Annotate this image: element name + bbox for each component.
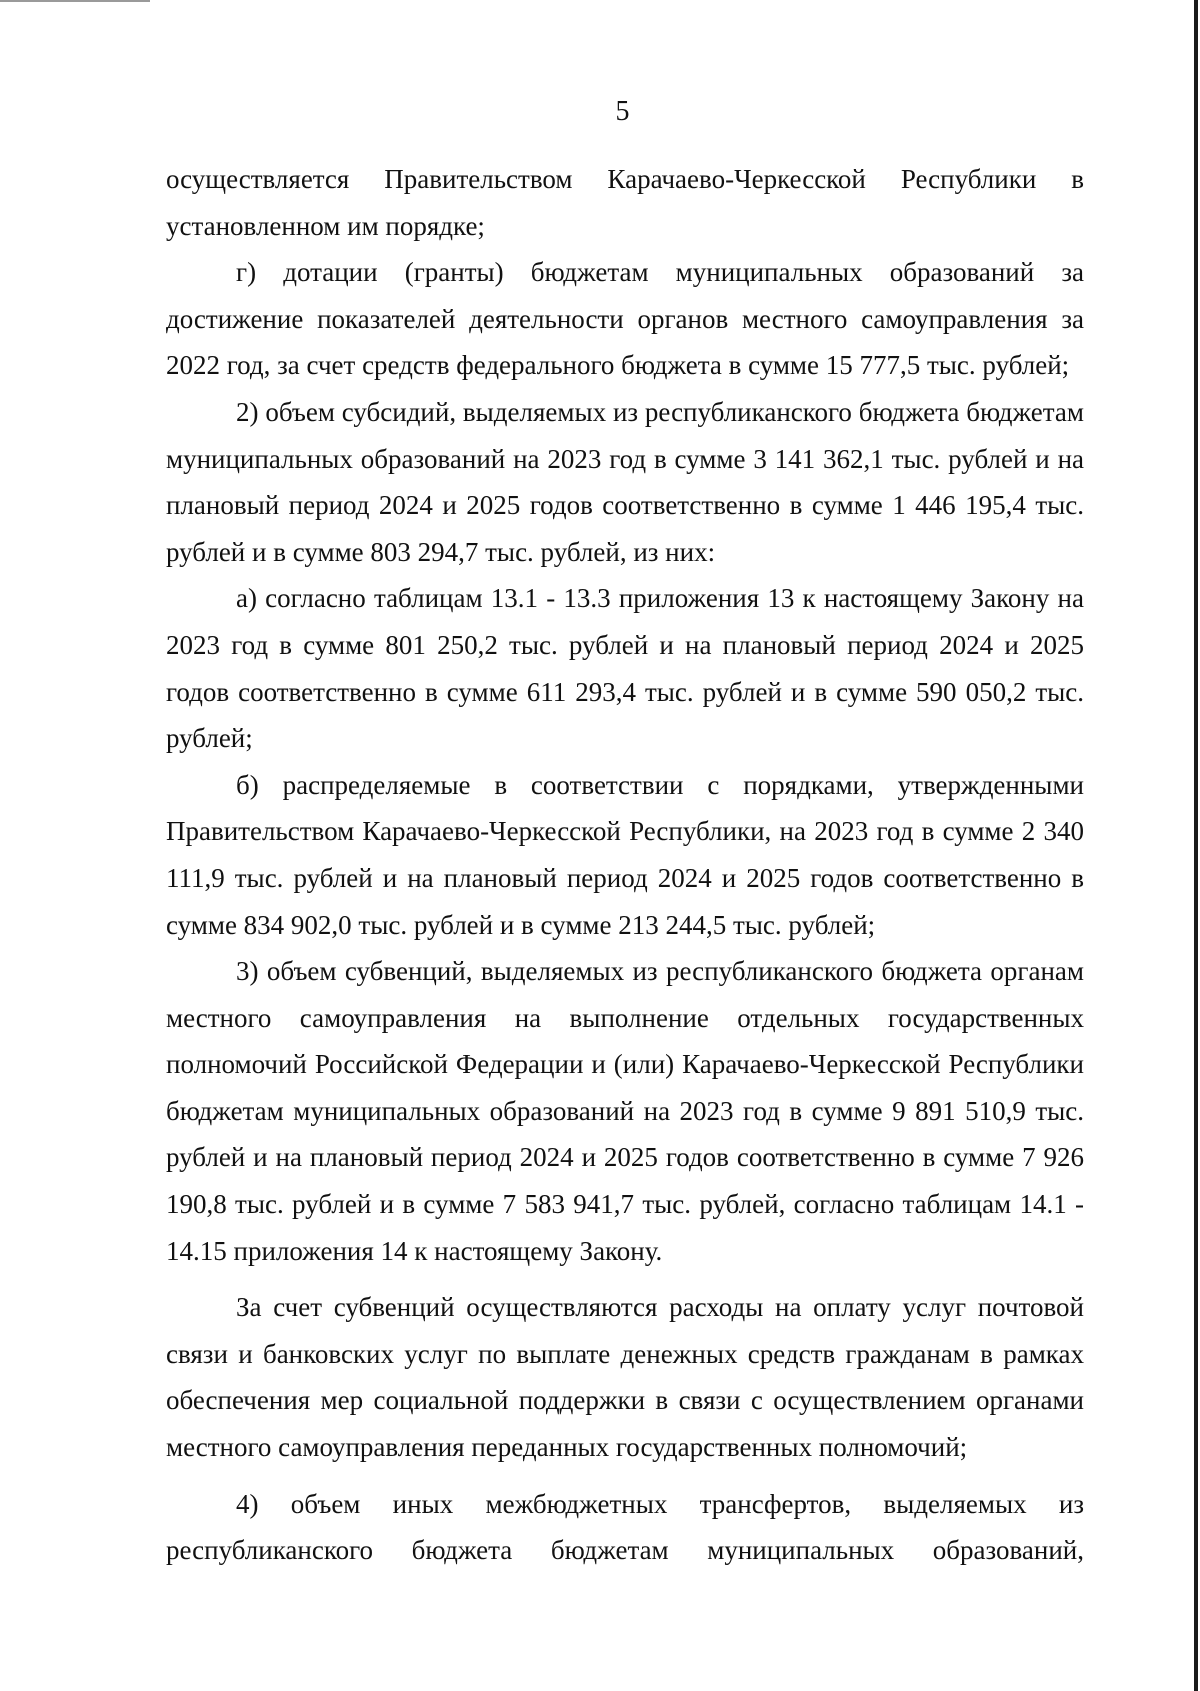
paragraph-continuation: осуществляется Правительством Карачаево-Черкесской Республики в установленном им порядке;	[166, 164, 1084, 241]
paragraph-item-b: б) распределяемые в соответствии с порядками, утвержденными Правительством Карачаево-Черкесской Республики, на 2023 год в сумме 2 340 111,9 тыс. рублей и на плановый период 2024 и 2025 годов соответственно в сумме 834 902,0 тыс. рублей и в сумме 213 244,5 тыс. рублей;	[166, 769, 1084, 940]
scan-edge-right	[1194, 0, 1198, 1691]
paragraph-item-2: 2) объем субсидий, выделяемых из республиканского бюджета бюджетам муниципальных образований на 2023 год в сумме 3 141 362,1 тыс. рублей и на плановый период 2024 и 2025 годов соответственно в сумме 1 446 195,4 тыс. рублей и в сумме 803 294,7 тыс. рублей, из них:	[166, 396, 1084, 567]
paragraph-item-4: 4) объем иных межбюджетных трансфертов, выделяемых из республиканского бюджета бюджетам муниципальных образований,	[166, 1488, 1084, 1566]
scan-edge-top	[0, 0, 150, 2]
paragraph-item-a: а) согласно таблицам 13.1 - 13.3 приложения 13 к настоящему Закону на 2023 год в сумме 801 250,2 тыс. рублей и на плановый период 2024 и 2025 годов соответственно в сумме 611 293,4 тыс. рублей и в сумме 590 050,2 тыс. рублей;	[166, 583, 1084, 754]
page-number: 5	[615, 96, 630, 127]
paragraph-item-g: г) дотации (гранты) бюджетам муниципальных образований за достижение показателей деятельности органов местного самоуправления за 2022 год, за счет средств федерального бюджета в сумме 15 777,5 тыс. рублей;	[166, 257, 1084, 381]
paragraph-item-3: 3) объем субвенций, выделяемых из республиканского бюджета органам местного самоуправления на выполнение отдельных государственных полномочий Российской Федерации и (или) Карачаево-Черкесской Республики бюджетам муниципальных образований на 2023 год в сумме 9 891 510,9 тыс. рублей и на плановый период 2024 и 2025 годов соответственно в сумме 7 926 190,8 тыс. рублей и в сумме 7 583 941,7 тыс. рублей, согласно таблицам 14.1 - 14.15 приложения 14 к настоящему Закону.	[166, 956, 1084, 1266]
document-body	[166, 156, 1084, 1574]
paragraph-subventions-expenses: За счет субвенций осуществляются расходы на оплату услуг почтовой связи и банковских услуг по выплате денежных средств гражданам в рамках обеспечения мер социальной поддержки в связи с осуществлением органами местного самоуправления переданных государственных полномочий;	[166, 1292, 1084, 1463]
